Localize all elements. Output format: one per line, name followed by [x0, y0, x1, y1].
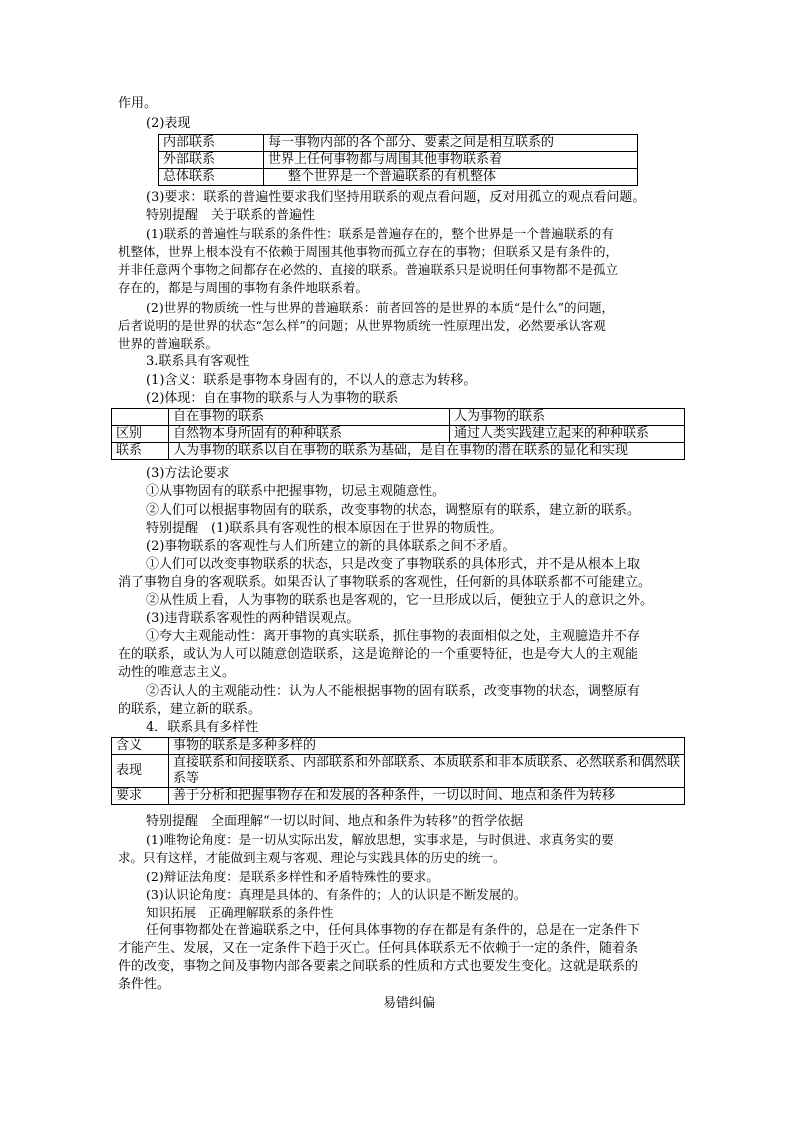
text-line: 动性的唯意志主义。: [118, 665, 236, 680]
manifestation-table: [158, 134, 638, 186]
table-row: [159, 169, 638, 186]
table-row: [159, 152, 638, 169]
text-line: ②人们可以根据事物固有的联系，改变事物的状态，调整原有的联系，建立新的联系。: [146, 503, 641, 518]
text-line: ②否认人的主观能动性：认为人不能根据事物的固有联系，改变事物的状态，调整原有: [146, 684, 641, 699]
table-cell: 内部联系: [159, 135, 264, 152]
text-line: (3)方法论要求: [146, 466, 230, 481]
table-cell: 表现: [112, 755, 169, 788]
table-cell: 外部联系: [159, 152, 264, 169]
table-row: [112, 738, 685, 755]
table-cell: 世界上任何事物都与周围其他事物联系着: [264, 152, 638, 169]
extension-heading: 知识拓展 正确理解联系的条件性: [146, 905, 334, 920]
text-line: ②从性质上看，人为事物的联系也是客观的，它一旦形成以后，便独立于人的意识之外。: [146, 593, 654, 608]
text-line: 任何事物都处在普遍联系之中，任何具体事物的存在都是有条件的，总是在一定条件下: [146, 923, 641, 938]
text-line: 后者说明的是世界的状态“怎么样”的问题；从世界物质统一性原理出发，必然要承认客观: [118, 318, 606, 333]
objectivity-table: [111, 408, 685, 460]
text-line: 才能产生、发展，又在一定条件下趋于灭亡。任何具体联系无不依赖于一定的条件，随着条: [118, 941, 639, 956]
table-row: [112, 426, 685, 443]
text-line: 并非任意两个事物之间都存在必然的、直接的联系。普遍联系只是说明任何事物都不是孤立: [118, 262, 619, 277]
table-cell: 人为事物的联系以自在事物的联系为基础，是自在事物的潜在联系的显化和实现: [169, 443, 685, 460]
text-line: (1)唯物论角度：是一切从实际出发，解放思想，实事求是，与时俱进、求真务实的要: [146, 832, 614, 847]
table-cell: 善于分析和把握事物存在和发展的各种条件，一切以时间、地点和条件为转移: [169, 788, 685, 805]
text-line: (3)违背联系客观性的两种错误观点。: [146, 611, 360, 626]
text-line: (1)联系的普遍性与联系的条件性：联系是普遍存在的，整个世界是一个普遍联系的有: [146, 226, 614, 241]
section-title: 易错纠偏: [383, 996, 436, 1011]
table-row: [112, 788, 685, 805]
text-line: 作用。: [118, 96, 158, 111]
text-line: (2)世界的物质统一性与世界的普遍联系：前者回答的是世界的本质“是什么”的问题，: [146, 300, 614, 315]
section-heading: (2)表现: [146, 116, 191, 131]
table-cell: [112, 409, 169, 426]
text-line: 存在的，都是与周围的事物有条件地联系着。: [118, 280, 369, 295]
text-line: 世界的普遍联系。: [118, 336, 219, 351]
text-line: 件的改变，事物之间及事物内部各要素之间联系的性质和方式也要发生变化。这就是联系的: [118, 959, 639, 974]
text-line: ①从事物固有的联系中把握事物，切忌主观随意性。: [146, 484, 446, 499]
text-line: (2)辩证法角度：是联系多样性和矛盾特殊性的要求。: [146, 869, 439, 884]
table-cell: 每一事物内部的各个部分、要素之间是相互联系的: [264, 135, 638, 152]
table-cell: 自在事物的联系: [169, 409, 450, 426]
tip-heading: 特别提醒 (1)联系具有客观性的根本原因在于世界的物质性。: [146, 521, 503, 536]
table-row: [159, 135, 638, 152]
section-heading: 4．联系具有多样性: [146, 720, 259, 735]
table-cell: 事物的联系是多种多样的: [169, 738, 685, 755]
tip-heading: 特别提醒 全面理解“一切以时间、地点和条件为转移”的哲学依据: [146, 814, 524, 829]
text-line: (2)事物联系的客观性与人们所建立的新的具体联系之间不矛盾。: [146, 539, 516, 554]
table-cell: 人为事物的联系: [450, 409, 685, 426]
table-cell: 总体联系: [159, 169, 264, 186]
text-line: 求。只有这样，才能做到主观与客观、理论与实践具体的历史的统一。: [118, 850, 506, 865]
text-line: 消了事物自身的客观联系。如果否认了事物联系的客观性，任何新的具体联系都不可能建立。: [118, 575, 652, 590]
text-line: (3)要求：联系的普遍性要求我们坚持用联系的观点看问题，反对用孤立的观点看问题。: [146, 190, 646, 205]
table-row: [112, 755, 685, 788]
table-cell: 要求: [112, 788, 169, 805]
text-line: 机整体，世界上根本没有不依赖于周围其他事物而孤立存在的事物；但联系又是有条件的，: [118, 244, 619, 259]
tip-heading: 特别提醒 关于联系的普遍性: [146, 208, 316, 223]
table-cell: 整个世界是一个普遍联系的有机整体: [264, 169, 638, 186]
table-row: [112, 443, 685, 460]
diversity-table: [111, 737, 685, 805]
text-line: 的联系，建立新的联系。: [118, 702, 262, 717]
table-cell: 自然物本身所固有的种种联系: [169, 426, 450, 443]
text-line: (3)认识论角度：真理是具体的、有条件的；人的认识是不断发展的。: [146, 887, 527, 902]
text-line: ①人们可以改变事物联系的状态，只是改变了事物联系的具体形式，并不是从根本上取: [146, 557, 641, 572]
table-row: [112, 409, 685, 426]
table-cell: 联系: [112, 443, 169, 460]
text-line: (2)体现：自在事物的联系与人为事物的联系: [146, 391, 399, 406]
table-cell: 含义: [112, 738, 169, 755]
section-heading: 3.联系具有客观性: [146, 354, 250, 369]
text-line: 在的联系，或认为人可以随意创造联系，这是诡辩论的一个重要特征，也是夸大人的主观能: [118, 647, 639, 662]
text-line: 条件性。: [118, 977, 171, 992]
table-cell: 直接联系和间接联系、内部联系和外部联系、本质联系和非本质联系、必然联系和偶然联系等: [169, 755, 685, 788]
text-line: ①夸大主观能动性：离开事物的真实联系，抓住事物的表面相似之处，主观臆造并不存: [146, 629, 641, 644]
text-line: (1)含义：联系是事物本身固有的，不以人的意志为转移。: [146, 373, 477, 388]
table-cell: 通过人类实践建立起来的种种联系: [450, 426, 685, 443]
table-cell: 区别: [112, 426, 169, 443]
